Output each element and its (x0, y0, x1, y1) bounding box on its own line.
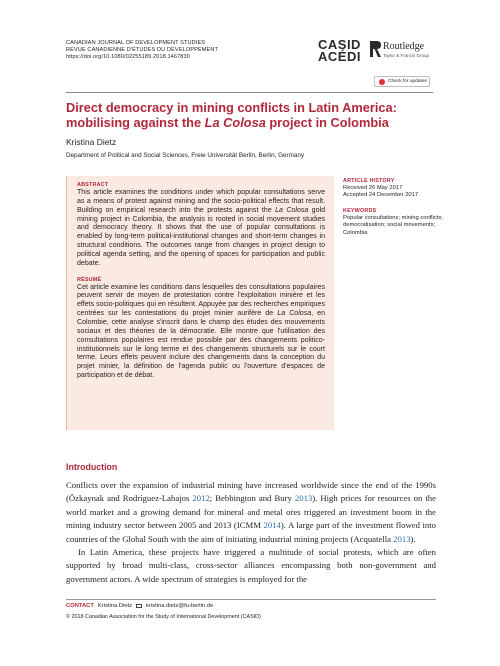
intro-paragraph-2: In Latin America, these projects have triggered a multitude of social protests, which are often supported by broad multi-class, cross-sector alliances encompassing both non-government and government actors. A wide spectrum of strategies is employed for the (66, 547, 436, 584)
contact-name: Kristina Dietz (97, 603, 133, 609)
routledge-subtitle: Taylor & Francis Group (383, 53, 430, 58)
contact-label: CONTACT (66, 603, 94, 609)
introduction-heading: Introduction (66, 462, 118, 472)
accepted-date: Accepted 24 December 2017 (343, 192, 419, 199)
article-sidebar (343, 178, 443, 237)
journal-name-en: CANADIAN JOURNAL OF DEVELOPMENT STUDIES (66, 40, 206, 46)
doi-link[interactable]: https://doi.org/10.1080/02255189.2018.1467830 (66, 54, 190, 61)
paragraph-text: ). High prices for resources on the world market and a growing demand for mineral and metal ores triggered an investment boom in the mining industry sector between 2005 and 2013 (ICMM (66, 493, 436, 531)
author-affiliation: Department of Political and Social Sciences, Freie Universität Berlin, Berlin, Germany (66, 152, 304, 159)
citation-link[interactable]: 2013 (393, 533, 411, 544)
footer-divider (66, 599, 436, 600)
citation-link[interactable]: 2012 (192, 493, 210, 504)
paragraph-text: ). A large part of the investment flowed into countries of the Global South with the aim of initiating industrial mining projects (Acquatella (66, 520, 436, 544)
citation-link[interactable]: 2014 (263, 520, 281, 531)
journal-header (66, 40, 218, 62)
paragraph-text: ). (410, 533, 416, 544)
casid-logo: CASID ACÉDI (318, 37, 361, 64)
routledge-logo (370, 41, 440, 65)
copyright-line: © 2018 Canadian Association for the Study of International Development (CASID) (66, 614, 261, 620)
journal-name-fr: REVUE CANADIENNE D'ÉTUDES DU DÉVELOPPEMENT (66, 47, 218, 54)
resume-heading: RÉSUMÉ (77, 276, 102, 283)
routledge-mark-icon (370, 41, 381, 57)
received-date: Received 26 May 2017 (343, 185, 403, 191)
history-heading: ARTICLE HISTORY (343, 178, 395, 184)
abstract-heading: ABSTRACT (77, 182, 109, 188)
author-name: Kristina Dietz (66, 137, 117, 147)
resume-text: Cet article examine les conditions dans lesquelles des consultations populaires peuvent servir de moyen de protestation contre l'exploitation minière et les effets socio-politiques qui en résultent. Appuyée par des recherches empiriques centrées sur les contestations du projet minier aurifère de La Colosa, en Colombie, cette analyse s'inscrit dans le champ des études des mouvements sociaux et des théories de la démocratie. Elle montre que l'utilisation des consultations populaires est rendue possible par des changements politico-institutionnels sur le long terme et des changements structurels sur le court terme. Leurs effets peuvent inclure des changements dans la conception du projet minier, la définition de l'agenda public ou l'ouverture d'espaces de participation et de débat. (77, 283, 325, 380)
citation-link[interactable]: 2013 (294, 493, 313, 504)
paragraph-text: ; Bebbington and Bury (209, 493, 295, 504)
email-icon (136, 604, 142, 608)
abstract-box (66, 176, 334, 430)
body-text (66, 479, 436, 586)
contact-line (66, 603, 213, 609)
check-for-updates-label: Check for updates (388, 79, 427, 84)
intro-paragraph-1 (66, 479, 436, 546)
header-divider (66, 92, 433, 93)
keywords-heading: KEYWORDS (343, 207, 377, 214)
keywords-list: Popular consultations; mining conflicts; democratisation; social movements; Colombia (343, 214, 443, 236)
routledge-name: Routledge (383, 41, 425, 52)
abstract-text: This article examines the conditions under which popular consultations serve as a means of protest against mining and the socio-political effects that result. Building on empirical research into the protests against the La Colosa gold mining project in Colombia, the analysis is rooted in social movement studies and democracy theory. It shows that the use of popular consultations is enabled by long-term political-institutional changes and short-term changes in structural conditions. The outcomes range from changes in project design to political agenda setting, and the opening of spaces for participation and public debate. (77, 189, 326, 267)
contact-email[interactable]: kristina.dietz@fu-berlin.de (146, 603, 214, 609)
check-for-updates-button[interactable] (374, 76, 430, 87)
article-title: Direct democracy in mining conflicts in Latin America: mobilising against the La Colosa project in Colombia (66, 100, 397, 131)
update-badge-icon (379, 79, 385, 85)
paragraph-text: Conflicts over the expansion of industrial mining have increased worldwide since the end of the 1990s (Özkaynak and Rodríguez-Labajos (66, 480, 436, 504)
